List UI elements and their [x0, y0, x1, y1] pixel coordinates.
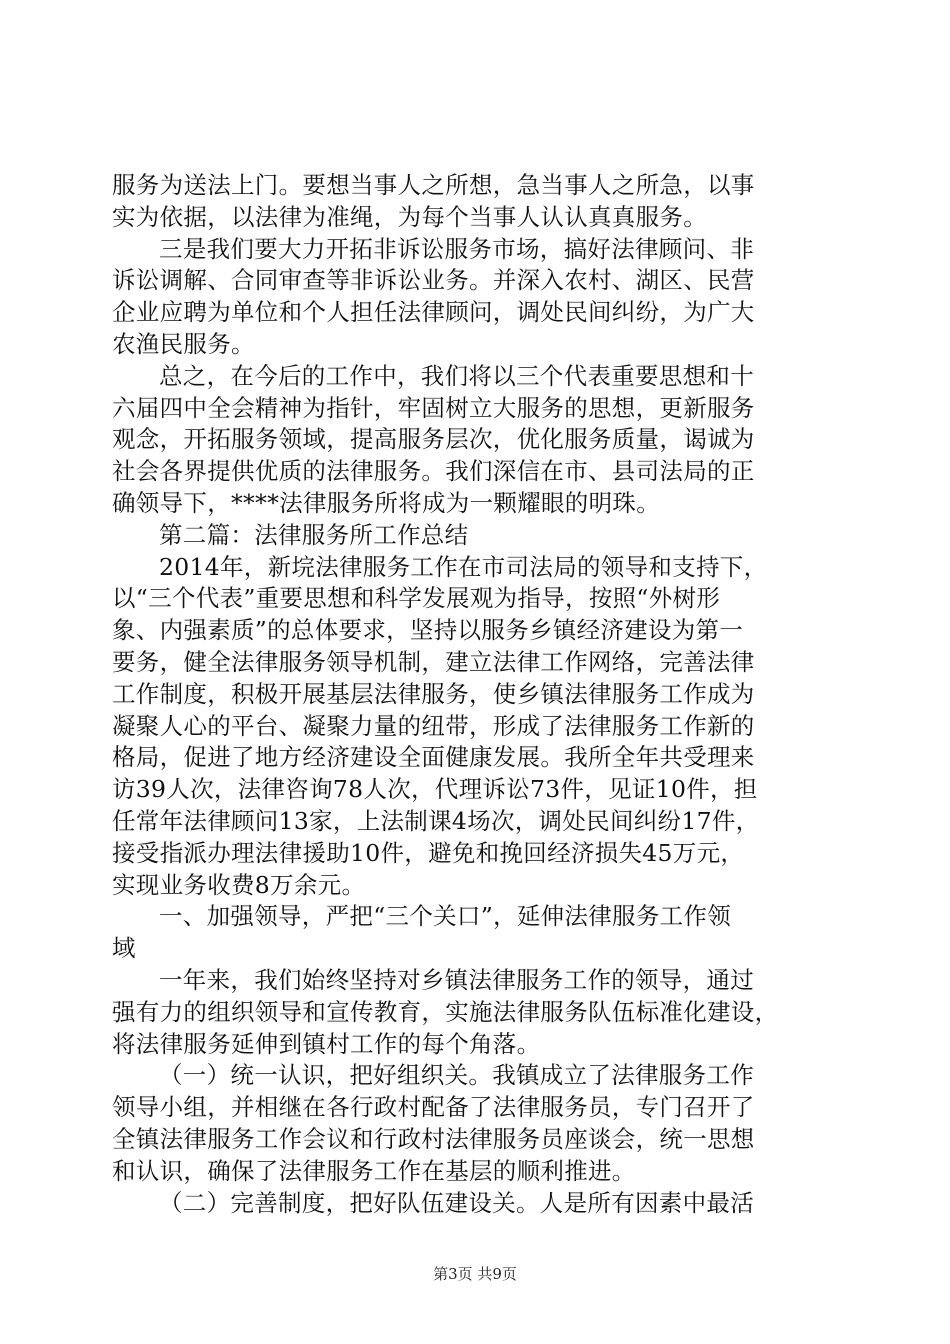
- text-line: 观念，开拓服务领域，提高服务层次，优化服务质量，谒诚为: [112, 425, 755, 454]
- page-footer: 第3页 共9页: [433, 1265, 517, 1283]
- text-line: 农渔民服务。: [112, 329, 255, 358]
- text-line: （二）完善制度，把好队伍建设关。人是所有因素中最活: [159, 1188, 754, 1217]
- text-line: 领导小组，并相继在各行政村配备了法律服务员，专门召开了: [112, 1093, 755, 1122]
- text-line: 任常年法律顾问13家，上法制课4场次，调处民间纠纷17件，: [112, 806, 760, 835]
- text-line: 实现业务收费8万余元。: [112, 870, 366, 899]
- text-line: 一、加强领导，严把“三个关口”，延伸法律服务工作领: [159, 902, 732, 931]
- text-line: 格局，促进了地方经济建设全面健康发展。我所全年共受理来: [112, 743, 755, 772]
- text-line: （一）统一认识，把好组织关。我镇成立了法律服务工作: [159, 1061, 754, 1090]
- text-line: 企业应聘为单位和个人担任法律顾问，调处民间纠纷，为广大: [112, 298, 755, 327]
- text-line: 诉讼调解、合同审查等非诉讼业务。并深入农村、湖区、民营: [112, 266, 755, 295]
- text-line: 实为依据，以法律为准绳，为每个当事人认认真真服务。: [112, 202, 707, 231]
- text-line: 总之，在今后的工作中，我们将以三个代表重要思想和十: [159, 361, 754, 390]
- text-line: 和认识，确保了法律服务工作在基层的顺利推进。: [112, 1156, 636, 1185]
- text-line: 强有力的组织领导和宣传教育，实施法律服务队伍标准化建设，: [112, 997, 779, 1026]
- text-line: 三是我们要大力开拓非诉讼服务市场，搞好法律顾问、非: [159, 234, 754, 263]
- text-line: 一年来，我们始终坚持对乡镇法律服务工作的领导，通过: [159, 965, 754, 994]
- text-line: 2014年，新垸法律服务工作在市司法局的领导和支持下，: [159, 552, 768, 581]
- text-line: 全镇法律服务工作会议和行政村法律服务员座谈会，统一思想: [112, 1124, 755, 1153]
- text-line: 确领导下，****法律服务所将成为一颗耀眼的明珠。: [112, 488, 660, 517]
- text-line: 社会各界提供优质的法律服务。我们深信在市、县司法局的正: [112, 457, 755, 486]
- document-body: [112, 170, 838, 1219]
- text-line: 凝聚人心的平台、凝聚力量的纽带，形成了法律服务工作新的: [112, 711, 755, 740]
- text-line: 象、内强素质”的总体要求，坚持以服务乡镇经济建设为第一: [112, 616, 744, 645]
- text-line: 域: [112, 934, 136, 963]
- text-line: 将法律服务延伸到镇村工作的每个角落。: [112, 1029, 541, 1058]
- text-line: 服务为送法上门。要想当事人之所想，急当事人之所急，以事: [112, 171, 755, 199]
- text-line: 工作制度，积极开展基层法律服务，使乡镇法律服务工作成为: [112, 679, 755, 708]
- text-line: 第二篇：法律服务所工作总结: [159, 520, 469, 549]
- text-line: 访39人次，法律咨询78人次，代理诉讼73件，见证10件，担: [112, 775, 758, 804]
- text-line: 以“三个代表”重要思想和科学发展观为指导，按照“外树形: [112, 584, 721, 613]
- text-line: 要务，健全法律服务领导机制，建立法律工作网络，完善法律: [112, 647, 755, 676]
- text-line: 六届四中全会精神为指针，牢固树立大服务的思想，更新服务: [112, 393, 755, 422]
- text-line: 接受指派办理法律援助10件，避免和挽回经济损失45万元，: [112, 838, 745, 867]
